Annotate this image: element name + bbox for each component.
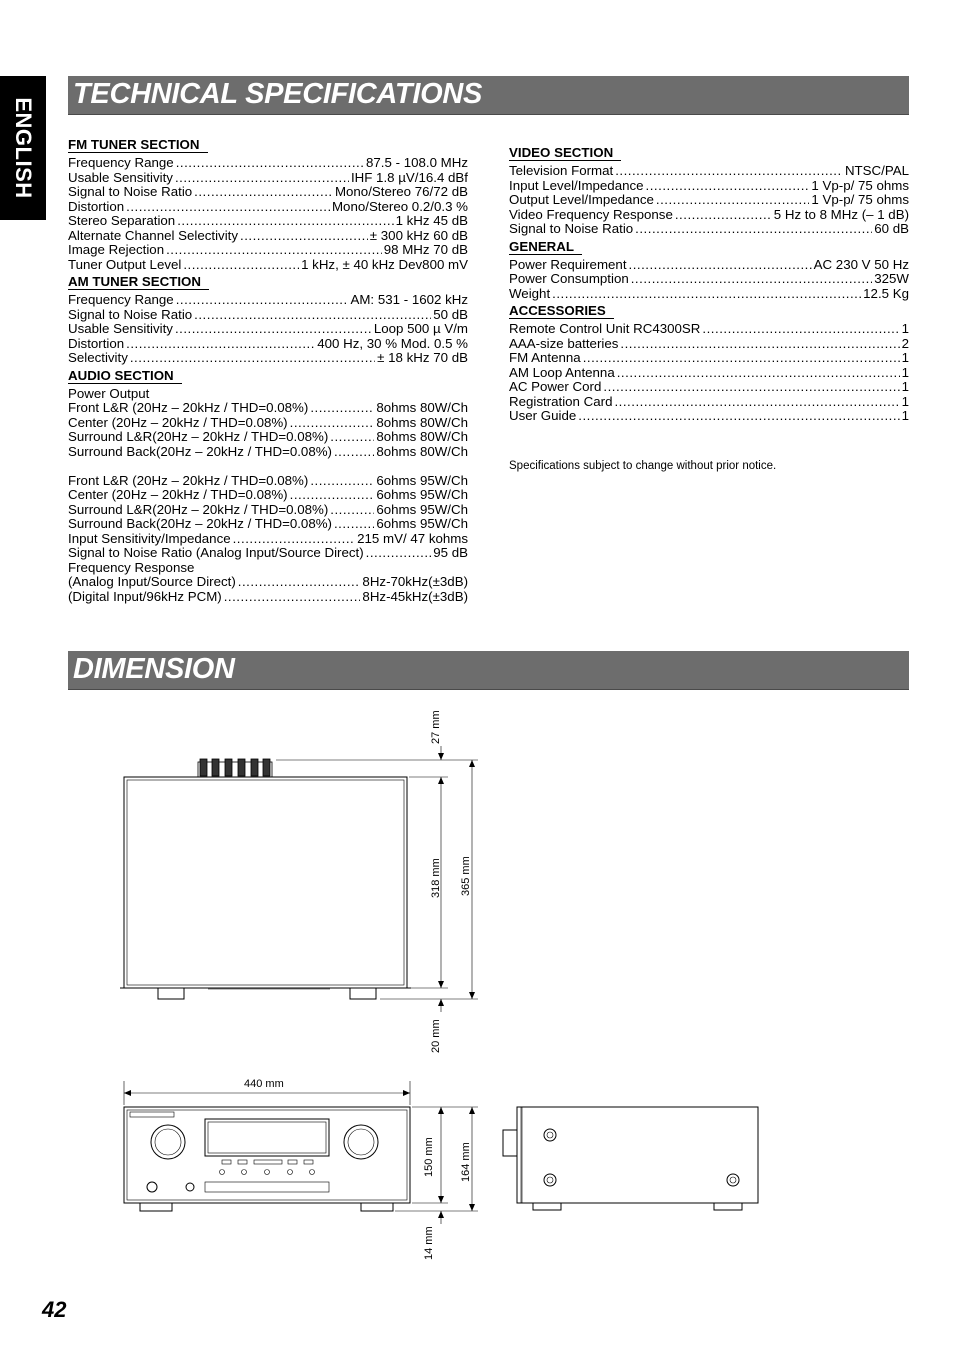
- spec-value: 1 Vp-p/ 75 ohms: [811, 177, 909, 193]
- audio-section-title: AUDIO SECTION: [68, 369, 182, 384]
- spec-label: Stereo Separation: [68, 213, 176, 228]
- spec-label: User Guide: [509, 408, 577, 423]
- dim-width: 440 mm: [244, 1078, 284, 1090]
- spec-value: ± 300 kHz 60 dB: [369, 227, 468, 243]
- spec-value: 12.5 Kg: [863, 285, 909, 301]
- spec-value: 8ohms 80W/Ch: [376, 429, 468, 444]
- page-number: 42: [42, 1297, 67, 1322]
- spec-label: Power Consumption: [509, 271, 629, 286]
- dim-depth-body: 318 mm: [430, 858, 442, 898]
- spec-value: 98 MHz 70 dB: [383, 242, 468, 257]
- dim-foot-height: 14 mm: [423, 1226, 435, 1260]
- spec-label: Weight: [509, 285, 551, 301]
- spec-value: Mono/Stereo 0.2/0.3 %: [331, 198, 468, 214]
- spec-label: Surround Back(20Hz – 20kHz / THD=0.08%): [68, 516, 332, 531]
- spec-label: Front L&R (20Hz – 20kHz / THD=0.08%): [68, 472, 309, 488]
- spec-value: 8Hz-45kHz(±3dB): [362, 588, 468, 604]
- spec-label: FM Antenna: [509, 350, 581, 365]
- spec-label: Image Rejection: [68, 242, 165, 257]
- spec-value: AC 230 V 50 Hz: [813, 256, 909, 272]
- spec-value: 400 Hz, 30 % Mod. 0.5 %: [317, 335, 468, 351]
- spec-value: 8ohms 80W/Ch: [376, 443, 468, 459]
- specs-heading: TECHNICAL SPECIFICATIONS: [73, 78, 483, 110]
- spec-value: 8ohms 80W/Ch: [376, 400, 468, 415]
- video-section-title: VIDEO SECTION: [509, 146, 621, 161]
- spec-value: 1: [901, 350, 909, 365]
- dim-top-terminal: 27 mm: [430, 710, 442, 744]
- spec-value: Loop 500 µ V/m: [373, 321, 468, 336]
- spec-value: 325W: [874, 271, 909, 286]
- general-section-title: GENERAL: [509, 240, 582, 255]
- spec-value: 5 Hz to 8 MHz (– 1 dB): [773, 206, 909, 222]
- spec-label: AC Power Cord: [509, 379, 602, 394]
- accessories-section-title: ACCESSORIES: [509, 304, 614, 319]
- spec-label: Surround L&R(20Hz – 20kHz / THD=0.08%): [68, 501, 329, 517]
- spec-label: Signal to Noise Ratio: [68, 184, 193, 199]
- spec-label: Remote Control Unit RC4300SR: [509, 321, 701, 336]
- top-view-drawing: [120, 746, 478, 1012]
- spec-label: Signal to Noise Ratio (Analog Input/Source Direct): [68, 545, 364, 560]
- spec-label: Video Frequency Response: [509, 206, 673, 222]
- dim-height-total: 164 mm: [460, 1142, 472, 1182]
- spec-label: Signal to Noise Ratio: [68, 306, 193, 322]
- spec-label: Center (20Hz – 20kHz / THD=0.08%): [68, 414, 288, 430]
- power-output-label: Power Output: [68, 385, 150, 401]
- spec-value: 60 dB: [874, 221, 909, 236]
- spec-value: NTSC/PAL: [844, 163, 909, 178]
- dim-height-body: 150 mm: [423, 1137, 435, 1177]
- language-tab-label: ENGLISH: [11, 97, 36, 199]
- spec-label: Input Sensitivity/Impedance: [68, 530, 231, 546]
- spec-value: 1 kHz 45 dB: [395, 213, 468, 228]
- spec-value: AM: 531 - 1602 kHz: [350, 292, 468, 307]
- spec-value: 87.5 - 108.0 MHz: [366, 155, 468, 170]
- fm-section-title: FM TUNER SECTION: [68, 138, 208, 153]
- spec-value: 6ohms 95W/Ch: [376, 516, 468, 531]
- spec-value: 8ohms 80W/Ch: [376, 414, 468, 430]
- spec-value: 95 dB: [433, 545, 468, 560]
- spec-label: Alternate Channel Selectivity: [68, 227, 238, 243]
- spec-label: Frequency Range: [68, 155, 174, 170]
- spec-value: 1: [901, 321, 909, 336]
- spec-value: 6ohms 95W/Ch: [376, 472, 468, 488]
- spec-label: (Digital Input/96kHz PCM): [68, 588, 222, 604]
- spec-change-note: Specifications subject to change without prior notice.: [509, 460, 777, 472]
- spec-value: Mono/Stereo 76/72 dB: [334, 184, 468, 199]
- spec-label: Center (20Hz – 20kHz / THD=0.08%): [68, 487, 288, 502]
- spec-value: 215 mV/ 47 kohms: [357, 530, 468, 546]
- spec-value: 1 kHz, ± 40 kHz Dev800 mV: [301, 256, 468, 272]
- spec-label: Signal to Noise Ratio: [509, 221, 634, 236]
- spec-label: Distortion: [68, 198, 125, 214]
- dim-depth-total: 365 mm: [460, 856, 472, 896]
- spec-label: Frequency Range: [68, 292, 174, 307]
- spec-label: AM Loop Antenna: [509, 364, 615, 380]
- spec-label: Power Requirement: [509, 256, 627, 272]
- spec-value: 50 dB: [433, 306, 468, 322]
- spec-label: Usable Sensitivity: [68, 169, 173, 185]
- spec-label: Tuner Output Level: [68, 256, 182, 272]
- spec-value: 2: [901, 335, 909, 351]
- spec-value: 6ohms 95W/Ch: [376, 487, 468, 502]
- spec-label: Distortion: [68, 335, 125, 351]
- spec-label: Output Level/Impedance: [509, 192, 654, 207]
- spec-value: 6ohms 95W/Ch: [376, 501, 468, 517]
- spec-label: AAA-size batteries: [509, 335, 619, 351]
- spec-value: 8Hz-70kHz(±3dB): [362, 574, 468, 589]
- spec-value: 1: [901, 408, 909, 423]
- spec-value: IHF 1.8 µV/16.4 dBf: [350, 169, 468, 185]
- spec-label: Surround L&R(20Hz – 20kHz / THD=0.08%): [68, 429, 329, 444]
- spec-label: Television Format: [509, 163, 614, 178]
- spec-label: (Analog Input/Source Direct): [68, 574, 236, 589]
- spec-label: Surround Back(20Hz – 20kHz / THD=0.08%): [68, 443, 332, 459]
- am-section-title: AM TUNER SECTION: [68, 275, 209, 290]
- spec-label: Front L&R (20Hz – 20kHz / THD=0.08%): [68, 400, 309, 415]
- spec-value: 1 Vp-p/ 75 ohms: [811, 192, 909, 207]
- spec-label: Registration Card: [509, 393, 613, 409]
- spec-label: Input Level/Impedance: [509, 177, 644, 193]
- spec-label: Usable Sensitivity: [68, 321, 173, 336]
- dimension-heading: DIMENSION: [73, 653, 235, 685]
- spec-value: 1: [901, 379, 909, 394]
- dim-foot-depth: 20 mm: [430, 1019, 442, 1053]
- spec-label: Selectivity: [68, 350, 128, 365]
- spec-value: 1: [901, 364, 909, 380]
- spec-value: ± 18 kHz 70 dB: [377, 350, 468, 365]
- spec-value: 1: [901, 393, 909, 409]
- freq-response-label: Frequency Response: [68, 559, 195, 575]
- side-view-drawing: [503, 1107, 758, 1210]
